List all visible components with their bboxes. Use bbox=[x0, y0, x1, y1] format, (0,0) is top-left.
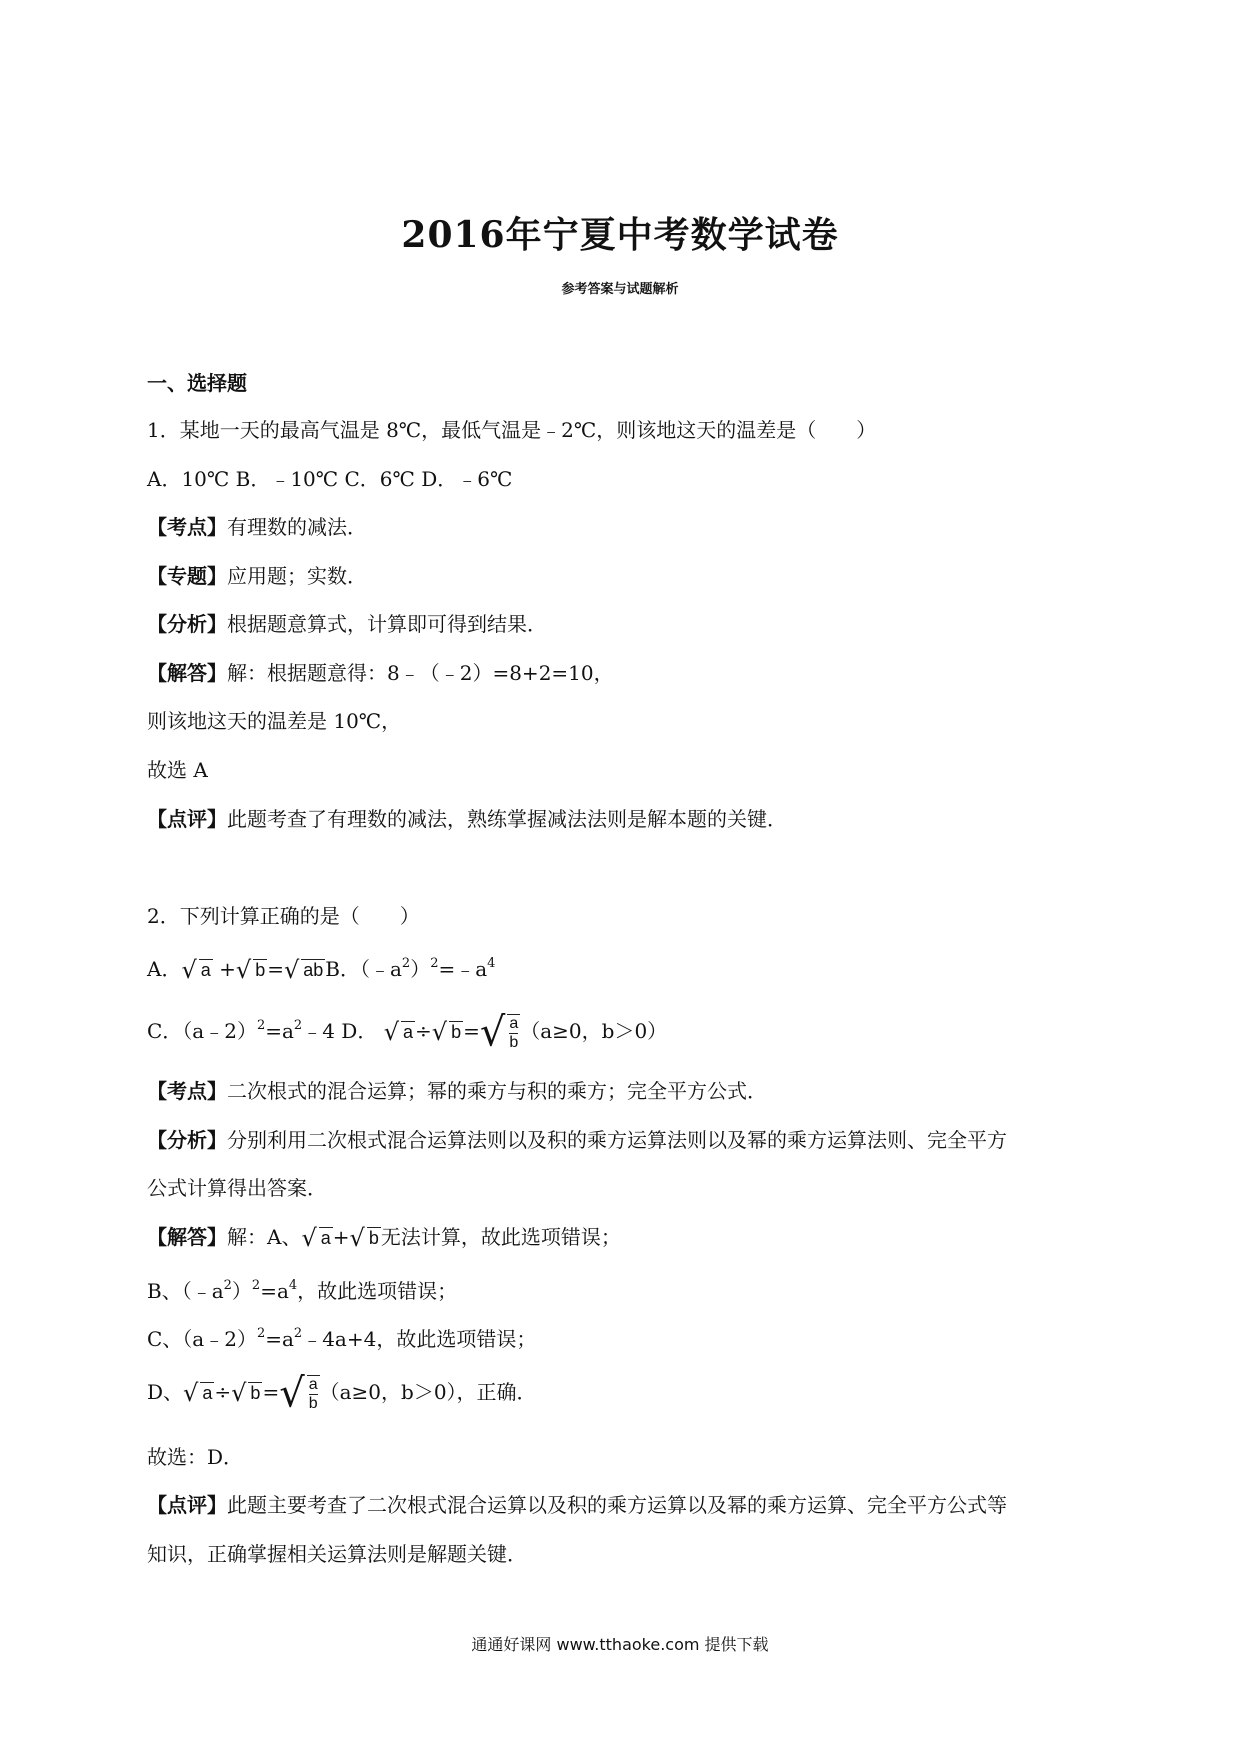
sqrt-icon: √ bbox=[431, 1018, 448, 1046]
kaodian-tag: 【考点】 bbox=[147, 515, 227, 539]
line-d-prefix: D、 bbox=[147, 1380, 184, 1404]
line-c-prefix: C、（a﹣2） bbox=[147, 1327, 257, 1351]
page-footer: 通通好课网 www.tthaoke.com 提供下载 bbox=[471, 1635, 769, 1654]
q1-dianping bbox=[147, 805, 787, 833]
q1-choice: 故选 A bbox=[147, 758, 208, 782]
radicand: b bbox=[368, 1228, 379, 1248]
denominator: b bbox=[308, 1394, 318, 1412]
rhs: =a bbox=[265, 1019, 294, 1043]
operator: + bbox=[332, 1225, 350, 1249]
dianping-text: 此题主要考查了二次根式混合运算以及积的乘方运算以及幂的乘方运算、完全平方公式等 bbox=[227, 1493, 1007, 1517]
sqrt-icon: √ bbox=[183, 1379, 199, 1407]
jieda-tag: 【解答】 bbox=[147, 1225, 227, 1249]
radicand: ab bbox=[303, 960, 324, 980]
sqrt-icon: √ bbox=[283, 956, 300, 984]
q1-jieda-line2: 则该地这天的温差是 10℃， bbox=[147, 709, 402, 733]
sqrt-icon: √ bbox=[383, 1018, 399, 1046]
rhs: =a bbox=[265, 1327, 294, 1351]
kaodian-text: 二次根式的混合运算；幂的乘方与积的乘方；完全平方公式． bbox=[227, 1079, 767, 1103]
q1-options: A．10℃ B．﹣10℃ C．6℃ D．﹣6℃ bbox=[147, 467, 513, 491]
q2-fenxi bbox=[147, 1126, 1007, 1154]
sqrt-icon: √ bbox=[235, 956, 252, 984]
q1-jieda bbox=[147, 659, 614, 687]
q2-stem: 2．下列计算正确的是（ ） bbox=[147, 904, 420, 928]
exponent: 2 bbox=[430, 956, 439, 971]
radicand: b bbox=[255, 960, 266, 980]
q2-fenxi-line2: 公式计算得出答案． bbox=[147, 1176, 327, 1200]
sqrt-icon: √ bbox=[231, 1379, 247, 1407]
rhs: =a bbox=[260, 1279, 289, 1303]
q1-zhuanti bbox=[147, 562, 367, 590]
exponent: 2 bbox=[223, 1278, 232, 1293]
sqrt-icon: √ bbox=[279, 1370, 305, 1417]
q1-fenxi bbox=[147, 610, 547, 638]
radicand: a bbox=[320, 1228, 331, 1248]
sqrt-icon: √ bbox=[349, 1224, 365, 1252]
q2-line-c bbox=[147, 1320, 536, 1353]
dianping-tag: 【点评】 bbox=[147, 807, 227, 831]
radicand: a bbox=[402, 1022, 413, 1042]
option-c-label: C．（a﹣2） bbox=[147, 1019, 257, 1043]
fraction bbox=[507, 1014, 520, 1052]
paren: ） bbox=[410, 957, 431, 981]
exponent: 2 bbox=[251, 1278, 261, 1293]
exponent: 4 bbox=[288, 1278, 298, 1293]
line-c-tail: ﹣4a+4，故此选项错误； bbox=[302, 1327, 537, 1351]
q2-choice: 故选：D． bbox=[147, 1445, 244, 1469]
zhuanti-text: 应用题；实数． bbox=[227, 564, 367, 588]
kaodian-tag: 【考点】 bbox=[147, 1079, 227, 1103]
fenxi-tag: 【分析】 bbox=[147, 612, 227, 636]
q2-line-b bbox=[147, 1272, 457, 1305]
option-b-label: B．（﹣a bbox=[325, 957, 402, 981]
jieda-text: 解：A、 bbox=[227, 1225, 302, 1249]
jieda-text: 解：根据题意得：8﹣（﹣2）=8+2=10， bbox=[227, 661, 614, 685]
q2-kaodian bbox=[147, 1077, 767, 1105]
q2-dianping-line2: 知识，正确掌握相关运算法则是解题关键． bbox=[147, 1542, 527, 1566]
numerator: a bbox=[509, 1014, 519, 1032]
kaodian-text: 有理数的减法． bbox=[227, 515, 367, 539]
operator: = bbox=[267, 957, 284, 981]
operator: ÷ bbox=[214, 1380, 232, 1404]
radicand: b bbox=[250, 1383, 261, 1403]
exponent: 2 bbox=[293, 1326, 303, 1341]
operator: = bbox=[262, 1380, 280, 1404]
zhuanti-tag: 【专题】 bbox=[147, 564, 227, 588]
operator: = bbox=[463, 1019, 480, 1043]
fraction bbox=[307, 1375, 320, 1413]
dianping-text: 此题考查了有理数的减法，熟练掌握减法法则是解本题的关键． bbox=[227, 807, 787, 831]
sqrt-icon: √ bbox=[181, 956, 197, 984]
option-a-label: A． bbox=[147, 957, 182, 981]
radicand: a bbox=[200, 960, 211, 980]
sqrt-icon: √ bbox=[301, 1224, 317, 1252]
q2-jieda bbox=[147, 1223, 621, 1252]
fenxi-tag: 【分析】 bbox=[147, 1128, 227, 1152]
exponent: 2 bbox=[401, 956, 411, 971]
fenxi-text: 根据题意算式，计算即可得到结果． bbox=[227, 612, 547, 636]
rhs: =﹣a bbox=[438, 957, 488, 981]
q1-stem: 1．某地一天的最高气温是 8℃，最低气温是﹣2℃，则该地这天的温差是（ ） bbox=[147, 418, 877, 442]
exponent: 2 bbox=[256, 1326, 266, 1341]
q2-dianping bbox=[147, 1491, 1007, 1519]
line-b-prefix: B、（﹣a bbox=[147, 1279, 224, 1303]
fenxi-text: 分别利用二次根式混合运算法则以及积的乘方运算法则以及幂的乘方运算法则、完全平方 bbox=[227, 1128, 1007, 1152]
exponent: 4 bbox=[487, 956, 496, 971]
q2-options-cd bbox=[147, 1002, 667, 1057]
jieda-tag: 【解答】 bbox=[147, 661, 227, 685]
condition: （a≥0，b＞0） bbox=[520, 1019, 668, 1043]
sqrt-icon: √ bbox=[479, 1009, 506, 1056]
q2-line-d bbox=[147, 1368, 537, 1418]
radicand: b bbox=[451, 1022, 462, 1042]
line-d-tail: （a≥0，b＞0），正确． bbox=[319, 1380, 537, 1404]
numerator: a bbox=[308, 1375, 318, 1393]
section-heading: 一、选择题 bbox=[147, 371, 247, 395]
exponent: 2 bbox=[293, 1018, 303, 1033]
paren: ） bbox=[231, 1279, 252, 1303]
q1-kaodian bbox=[147, 513, 367, 541]
denominator: b bbox=[509, 1033, 519, 1051]
option-d-label: ﹣4 D． bbox=[302, 1019, 378, 1043]
operator: ÷ bbox=[415, 1019, 432, 1043]
operator: + bbox=[219, 957, 236, 981]
exponent: 2 bbox=[256, 1018, 266, 1033]
page-subtitle: 参考答案与试题解析 bbox=[561, 282, 679, 297]
line-b-tail: ，故此选项错误； bbox=[297, 1279, 458, 1303]
page-title: 2016年宁夏中考数学试卷 bbox=[401, 214, 839, 256]
q2-options-ab bbox=[147, 950, 495, 984]
jieda-tail: 无法计算，故此选项错误； bbox=[380, 1225, 621, 1249]
radicand: a bbox=[202, 1383, 213, 1403]
dianping-tag: 【点评】 bbox=[147, 1493, 227, 1517]
